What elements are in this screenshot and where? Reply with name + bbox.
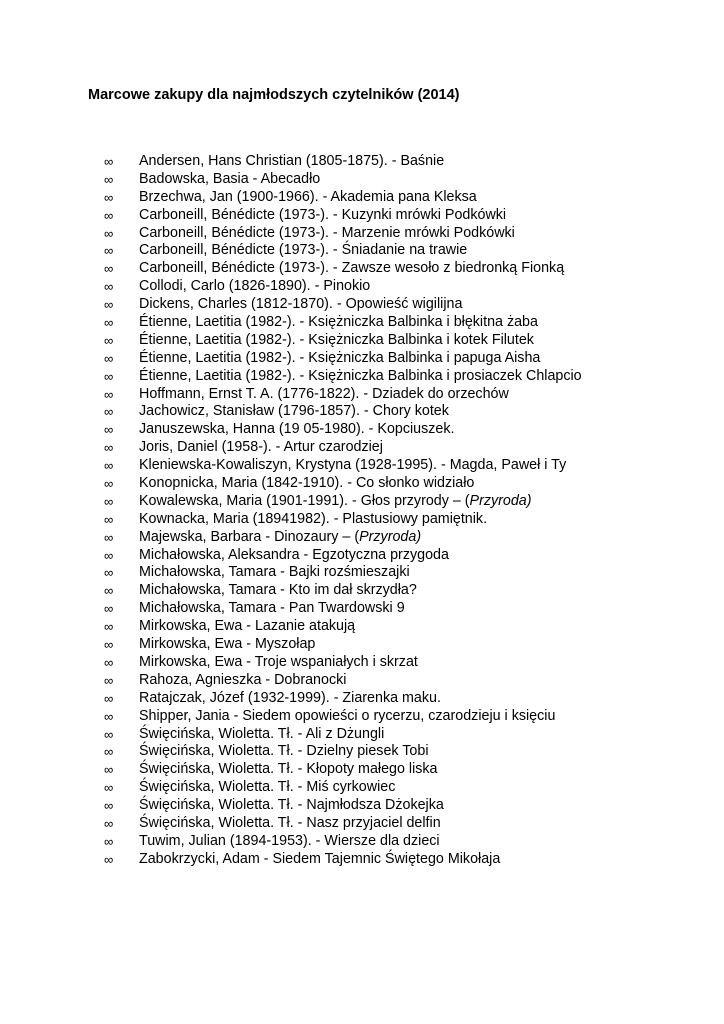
list-item-text — [139, 260, 564, 278]
infinity-bullet-icon: ∞ — [104, 511, 114, 527]
list-item-text — [139, 582, 417, 600]
list-item-main-text: Kowalewska, Maria (1901-1991). - Głos przyrody – ( — [139, 492, 470, 509]
infinity-bullet-icon: ∞ — [104, 171, 114, 187]
list-item-main-text: Michałowska, Tamara - Pan Twardowski 9 — [139, 600, 405, 617]
infinity-bullet-icon: ∞ — [104, 189, 114, 205]
list-item-main-text: Ratajczak, Józef (1932-1999). - Ziarenka maku. — [139, 689, 441, 706]
list-item-main-text: Michałowska, Aleksandra - Egzotyczna przygoda — [139, 546, 449, 563]
list-item-main-text: Święcińska, Wioletta. Tł. - Miś cyrkowiec — [139, 779, 396, 796]
list-item-text — [139, 726, 384, 744]
infinity-bullet-icon: ∞ — [104, 780, 114, 796]
list-item-main-text: Święcińska, Wioletta. Tł. - Najmłodsza Dżokejka — [139, 797, 444, 814]
infinity-bullet-icon: ∞ — [104, 726, 114, 742]
list-item-text — [139, 636, 315, 654]
infinity-bullet-icon: ∞ — [104, 476, 114, 492]
infinity-bullet-icon: ∞ — [104, 493, 114, 509]
list-item-text — [139, 761, 438, 779]
infinity-bullet-icon: ∞ — [104, 762, 114, 778]
list-item-main-text: Kownacka, Maria (18941982). - Plastusiowy pamiętnik. — [139, 510, 488, 527]
infinity-bullet-icon: ∞ — [104, 815, 114, 831]
infinity-bullet-icon: ∞ — [104, 672, 114, 688]
infinity-bullet-icon: ∞ — [104, 422, 114, 438]
list-item-main-text: Badowska, Basia - Abecadło — [139, 170, 321, 187]
list-item-main-text: Kleniewska-Kowaliszyn, Krystyna (1928-1995). - Magda, Paweł i Ty — [139, 457, 567, 474]
list-item-main-text: Tuwim, Julian (1894-1953). - Wiersze dla dzieci — [139, 832, 440, 849]
list-item-main-text: Mirkowska, Ewa - Lazanie atakują — [139, 618, 356, 635]
list-item-main-text: Carboneill, Bénédicte (1973-). - Zawsze wesoło z biedronką Fionką — [139, 260, 565, 277]
infinity-bullet-icon: ∞ — [104, 154, 114, 169]
list-item-text — [139, 475, 474, 493]
infinity-bullet-icon: ∞ — [104, 547, 114, 563]
list-item-main-text: Étienne, Laetitia (1982-). - Księżniczka Balbinka i błękitna żaba — [139, 314, 538, 331]
infinity-bullet-icon: ∞ — [104, 350, 114, 366]
list-item-main-text: Rahoza, Agnieszka - Dobranocki — [139, 671, 347, 688]
list-item-main-text: Konopnicka, Maria (1842-1910). - Co słonko widziało — [139, 475, 475, 492]
infinity-bullet-icon: ∞ — [104, 690, 114, 706]
infinity-bullet-icon: ∞ — [104, 798, 114, 814]
infinity-bullet-icon: ∞ — [104, 529, 114, 545]
list-item-main-text: Michałowska, Tamara - Bajki rozśmieszajki — [139, 564, 410, 581]
page-title: Marcowe zakupy dla najmłodszych czytelników (2014) — [88, 87, 460, 103]
list-item-text — [139, 851, 500, 869]
list-item-main-text: Collodi, Carlo (1826-1890). - Pinokio — [139, 278, 371, 295]
list-item-text — [139, 296, 462, 314]
infinity-bullet-icon: ∞ — [104, 243, 114, 259]
list-item-text — [139, 833, 440, 851]
list-item-main-text: Joris, Daniel (1958-). - Artur czarodziej — [139, 439, 383, 456]
list-item-main-text: Andersen, Hans Christian (1805-1875). - Baśnie — [139, 153, 445, 169]
infinity-bullet-icon: ∞ — [104, 225, 114, 241]
list-item-text — [139, 815, 441, 833]
list-item-main-text: Dickens, Charles (1812-1870). - Opowieść wigilijna — [139, 296, 463, 313]
list-item-main-text: Święcińska, Wioletta. Tł. - Kłopoty małego liska — [139, 761, 438, 778]
list-item-text — [139, 242, 467, 260]
list-item-main-text: Étienne, Laetitia (1982-). - Księżniczka Balbinka i kotek Filutek — [139, 331, 534, 348]
infinity-bullet-icon: ∞ — [104, 386, 114, 402]
list-item-text — [139, 511, 487, 529]
list-item-main-text: Januszewska, Hanna (19 05-1980). - Kopciuszek. — [139, 421, 455, 438]
list-item-main-text: Brzechwa, Jan (1900-1966). - Akademia pana Kleksa — [139, 188, 477, 205]
list-item-text — [139, 564, 410, 582]
infinity-bullet-icon: ∞ — [104, 637, 114, 653]
list-item-text — [139, 403, 449, 421]
list-item-main-text: Étienne, Laetitia (1982-). - Księżniczka Balbinka i papuga Aisha — [139, 349, 541, 366]
list-item-text — [139, 618, 355, 636]
infinity-bullet-icon: ∞ — [104, 261, 114, 277]
infinity-bullet-icon: ∞ — [104, 744, 114, 760]
list-item-text — [139, 493, 532, 511]
list-item-main-text: Zabokrzycki, Adam - Siedem Tajemnic Świętego Mikołaja — [139, 850, 501, 867]
list-item-main-text: Carboneill, Bénédicte (1973-). - Kuzynki mrówki Podkówki — [139, 206, 507, 223]
infinity-bullet-icon: ∞ — [104, 440, 114, 456]
list-item-text — [139, 779, 395, 797]
list-item-text — [139, 350, 540, 368]
infinity-bullet-icon: ∞ — [104, 458, 114, 474]
list-item-text — [139, 708, 555, 726]
list-item-text — [139, 690, 441, 708]
infinity-bullet-icon: ∞ — [104, 297, 114, 313]
infinity-bullet-icon: ∞ — [104, 619, 114, 635]
list-item-note: Przyroda) — [469, 492, 532, 509]
list-item-main-text: Hoffmann, Ernst T. A. (1776-1822). - Dziadek do orzechów — [139, 385, 509, 402]
infinity-bullet-icon: ∞ — [104, 583, 114, 599]
list-item-text — [139, 368, 582, 386]
list-item-main-text: Święcińska, Wioletta. Tł. - Nasz przyjaciel delfin — [139, 814, 441, 831]
infinity-bullet-icon: ∞ — [104, 404, 114, 420]
list-item-main-text: Majewska, Barbara - Dinozaury – ( — [139, 528, 360, 545]
list-item-text — [139, 600, 405, 618]
list-item-text — [139, 421, 455, 439]
list-item-main-text: Mirkowska, Ewa - Troje wspaniałych i skrzat — [139, 653, 418, 670]
list-item-text — [139, 153, 444, 171]
list-item-text — [139, 743, 429, 761]
infinity-bullet-icon: ∞ — [104, 332, 114, 348]
list-item-text — [139, 439, 383, 457]
list-item-text — [139, 171, 320, 189]
list-item-text — [139, 386, 509, 404]
list-item-text — [139, 225, 515, 243]
list-item-text — [139, 797, 444, 815]
list-item-text — [139, 529, 421, 547]
infinity-bullet-icon: ∞ — [104, 279, 114, 295]
list-item-main-text: Święcińska, Wioletta. Tł. - Dzielny piesek Tobi — [139, 743, 429, 760]
infinity-bullet-icon: ∞ — [104, 708, 114, 724]
list-item-text — [139, 207, 506, 225]
list-item-text — [139, 547, 449, 565]
list-item-text — [139, 278, 370, 296]
list-item-main-text: Mirkowska, Ewa - Myszołap — [139, 636, 316, 653]
list-item-text — [139, 332, 534, 350]
infinity-bullet-icon: ∞ — [104, 368, 114, 384]
list-item-note: Przyroda) — [359, 528, 422, 545]
list-item-main-text: Michałowska, Tamara - Kto im dał skrzydła? — [139, 582, 417, 599]
list-item-main-text: Święcińska, Wioletta. Tł. - Ali z Dżungli — [139, 725, 385, 742]
infinity-bullet-icon: ∞ — [104, 833, 114, 849]
infinity-bullet-icon: ∞ — [104, 601, 114, 617]
list-item-main-text: Carboneill, Bénédicte (1973-). - Śniadanie na trawie — [139, 242, 468, 259]
list-item-text — [139, 457, 566, 475]
list-item-main-text: Étienne, Laetitia (1982-). - Księżniczka Balbinka i prosiaczek Chlapcio — [139, 367, 582, 384]
list-item-main-text: Shipper, Jania - Siedem opowieści o rycerzu, czarodzieju i księciu — [139, 707, 556, 724]
infinity-bullet-icon: ∞ — [104, 654, 114, 670]
list-item-text — [139, 314, 538, 332]
list-item-text — [139, 672, 346, 690]
list-item-text — [139, 189, 477, 207]
list-item-main-text: Carboneill, Bénédicte (1973-). - Marzenie mrówki Podkówki — [139, 224, 515, 241]
infinity-bullet-icon: ∞ — [104, 565, 114, 581]
list-item-main-text: Jachowicz, Stanisław (1796-1857). - Chory kotek — [139, 403, 449, 420]
infinity-bullet-icon: ∞ — [104, 315, 114, 331]
infinity-bullet-icon: ∞ — [104, 207, 114, 223]
list-item-text — [139, 654, 418, 672]
infinity-bullet-icon: ∞ — [104, 851, 114, 867]
